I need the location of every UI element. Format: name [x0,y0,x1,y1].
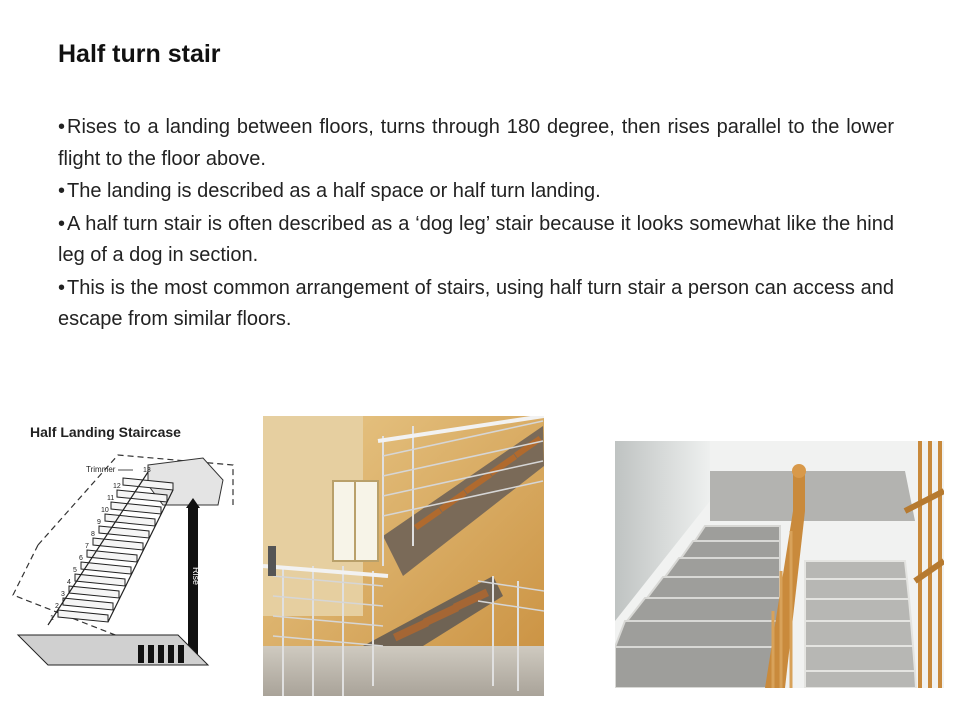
step-number: 1 [50,615,54,622]
trimmer-label: Trimmer [86,465,116,474]
diagram-caption: Half Landing Staircase [30,424,181,440]
step-number: 9 [97,519,101,526]
bullet-list [58,112,894,337]
step-number: 6 [79,555,83,562]
step-number: 2 [55,603,59,610]
step-number: 13 [143,467,151,474]
step-number: 5 [73,567,77,574]
bullet-item: • Rises to a landing between floors, turns through 180 degree, then rises parallel to the lower flight to the floor above. [58,112,894,175]
rise-label: Rise [191,567,201,586]
carpeted-stair-photo [615,441,944,688]
step-number: 12 [113,483,121,490]
step-number: 7 [85,543,89,550]
bullet-item: • This is the most common arrangement of stairs, using half turn stair a person can access and escape from similar floors. [58,273,894,336]
step-number: 11 [107,495,115,502]
step-number: 4 [67,579,71,586]
step-number: 3 [61,591,65,598]
bullet-item: • A half turn stair is often described as a ‘dog leg’ stair because it looks somewhat like the hind leg of a dog in section. [58,209,894,272]
bullet-item: • The landing is described as a half space or half turn landing. [58,176,894,208]
step-number: 8 [91,531,95,538]
half-landing-staircase-diagram [8,410,240,700]
steel-stair-photo [263,416,544,696]
slide-title: Half turn stair [58,40,221,68]
step-number: 10 [101,507,109,514]
